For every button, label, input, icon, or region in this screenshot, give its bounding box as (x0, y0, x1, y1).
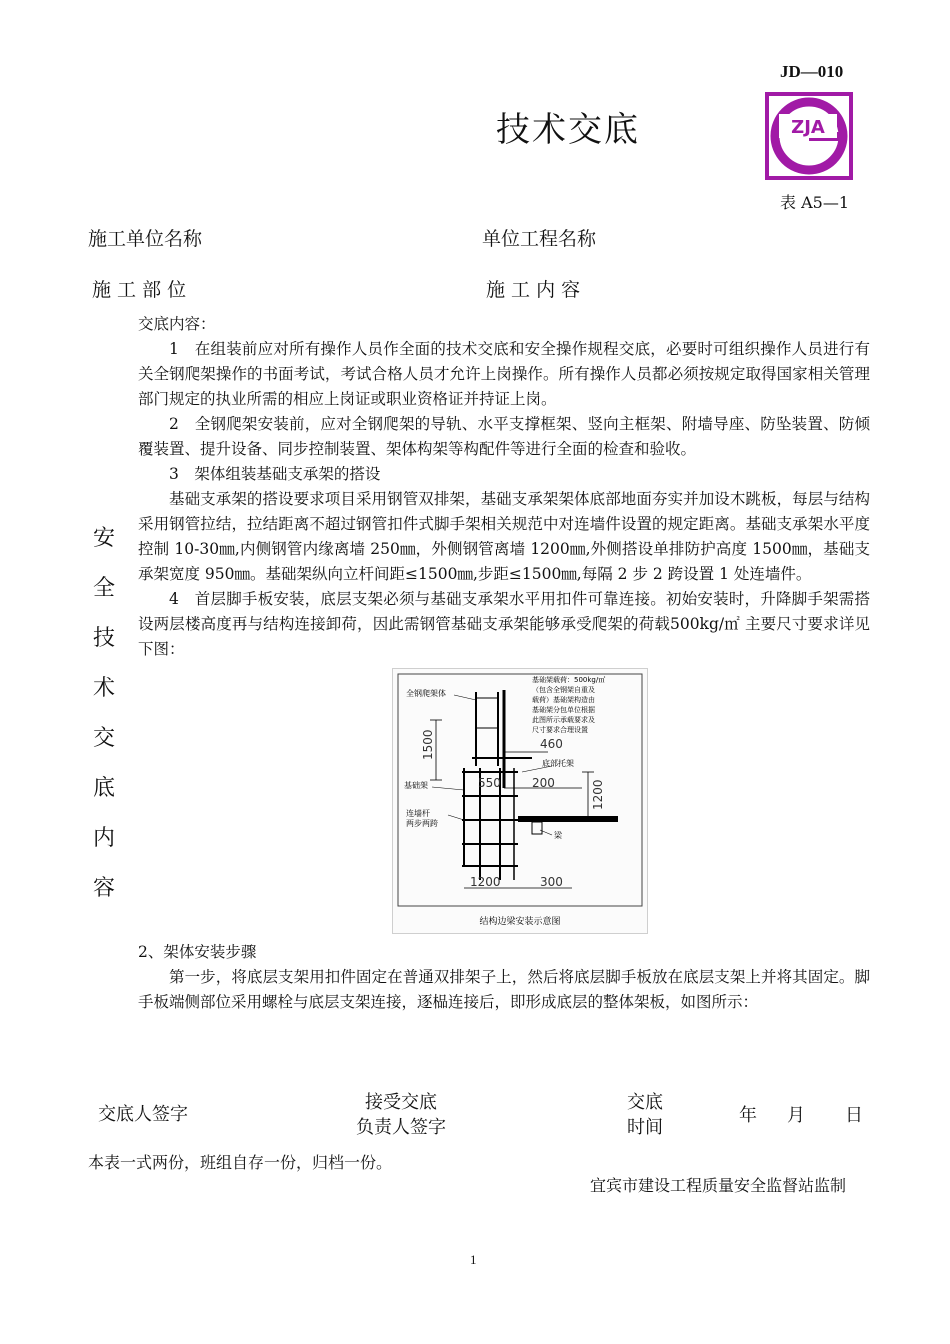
zja-logo (765, 92, 853, 180)
time-label-line2: 时间 (627, 1117, 663, 1138)
receiver-label-line1: 接受交底 (365, 1092, 437, 1113)
note-line: 载荷）基础架构造由 (532, 696, 595, 704)
intro: 交底内容： (138, 315, 216, 333)
side-char: 容 (92, 876, 115, 901)
paragraph-1: 1 在组装前应对所有操作人员作全面的技术交底和安全操作规程交底，必要时可组织操作人员进行有关全钢爬架操作的书面考试，考试合格人员才允许上岗操作。所有操作人员都必须按规定取得国家相关管理部门规定的执业所需的相应上岗证或职业资格证并持证上岗。 (138, 340, 870, 408)
dim-1500: 1500 (421, 729, 435, 760)
dim-1200-vertical: 1200 (591, 779, 605, 810)
construction-part-label: 施 工 部 位 (92, 279, 187, 301)
construction-content-label: 施 工 内 容 (486, 279, 581, 301)
year-label: 年 (739, 1105, 757, 1126)
step-heading: 2、架体安装步骤 (138, 943, 257, 961)
paragraph-4: 基础支承架的搭设要求项目采用钢管双排架，基础支承架架体底部地面夯实并加设木跳板，每层与结构采用钢管拉结，拉结距离不超过钢管扣件式脚手架相关规范中对连墙件设置的规定距离。基础支承架水平度控制 10-30㎜,内侧钢管内缘离墙 250㎜，外侧钢管离墙 1200㎜,外侧搭设单排防护高度 1500㎜，基础支承架宽度 950㎜。基础架纵向立杆间距≤1500㎜,步距≤1500㎜,每隔 2 步 2 跨设置 1 处连墙件。 (138, 490, 870, 583)
dim-550: 550 (478, 776, 501, 790)
note-line: 基础架分包单位根据 (532, 706, 595, 714)
note-line: 此图所示承载要求及 (532, 716, 595, 724)
paragraph-6: 第一步，将底层支架用扣件固定在普通双排架子上，然后将底层脚手板放在底层支架上并将其固定。脚手板端侧部位采用螺栓与底层支架连接，逐榀连接后，即形成底层的整体架板，如图所示： (138, 968, 870, 1011)
project-name-label: 单位工程名称 (482, 228, 597, 250)
side-char: 技 (92, 626, 115, 651)
page-title: 技术交底 (496, 110, 640, 150)
label-tie-spacing: 两步两跨 (406, 819, 438, 828)
side-char: 底 (92, 776, 115, 801)
supervisor-note: 宜宾市建设工程质量安全监督站监制 (590, 1176, 847, 1195)
side-char: 术 (92, 676, 115, 701)
giver-signature-label: 交底人签字 (98, 1104, 188, 1125)
paragraph-3: 3 架体组装基础支承架的搭设 (169, 465, 381, 483)
form-number: 表 A5—1 (780, 193, 850, 212)
copies-note: 本表一式两份，班组自存一份，归档一份。 (88, 1153, 393, 1172)
label-bottom-bracket: 底部托架 (542, 759, 574, 768)
time-label-line1: 交底 (627, 1092, 663, 1113)
disclosure-content (138, 312, 870, 1015)
day-label: 日 (845, 1105, 863, 1126)
dim-200: 200 (532, 776, 555, 790)
receiver-label-line2: 负责人签字 (356, 1117, 446, 1138)
side-char: 内 (92, 826, 115, 851)
page-number: 1 (470, 1252, 477, 1267)
paragraph-5: 4 首层脚手板安装，底层支架必须与基础支承架水平用扣件可靠连接。初始安装时，升降脚手架需搭设两层楼高度再与结构连接卸荷，因此需钢管基础支承架能够承受爬架的荷载500kg/㎡ 主要尺寸要求详见下图： (138, 590, 870, 658)
dim-1200: 1200 (470, 875, 501, 889)
month-label: 月 (787, 1105, 805, 1126)
dim-460: 460 (540, 737, 563, 751)
side-char: 交 (92, 726, 115, 751)
side-char: 安 (92, 526, 115, 551)
side-label (92, 514, 116, 914)
note-line: 基础架载荷：500kg/㎡ (532, 676, 606, 684)
document-code: JD—010 (780, 62, 844, 81)
figure-caption: 结构边梁安装示意图 (479, 917, 561, 927)
note-line: 尺寸要求合理设置 (532, 726, 588, 734)
note-line: （包含全钢架自重及 (532, 686, 595, 694)
label-frame: 全钢爬架体 (406, 689, 446, 698)
label-tie: 连墙杆 (406, 809, 430, 818)
construction-unit-label: 施工单位名称 (88, 228, 203, 250)
dim-300: 300 (540, 875, 563, 889)
paragraph-2: 2 全钢爬架安装前，应对全钢爬架的导轨、水平支撑框架、竖向主框架、附墙导座、防坠装置、防倾覆装置、提升设备、同步控制装置、架体构架等构配件等进行全面的检查和验收。 (138, 415, 870, 458)
side-char: 全 (92, 576, 115, 601)
label-base-frame: 基础架 (404, 781, 428, 790)
label-beam: 梁 (554, 831, 562, 840)
logo-text: ZJA (791, 117, 825, 138)
edge-beam-diagram (392, 668, 648, 934)
